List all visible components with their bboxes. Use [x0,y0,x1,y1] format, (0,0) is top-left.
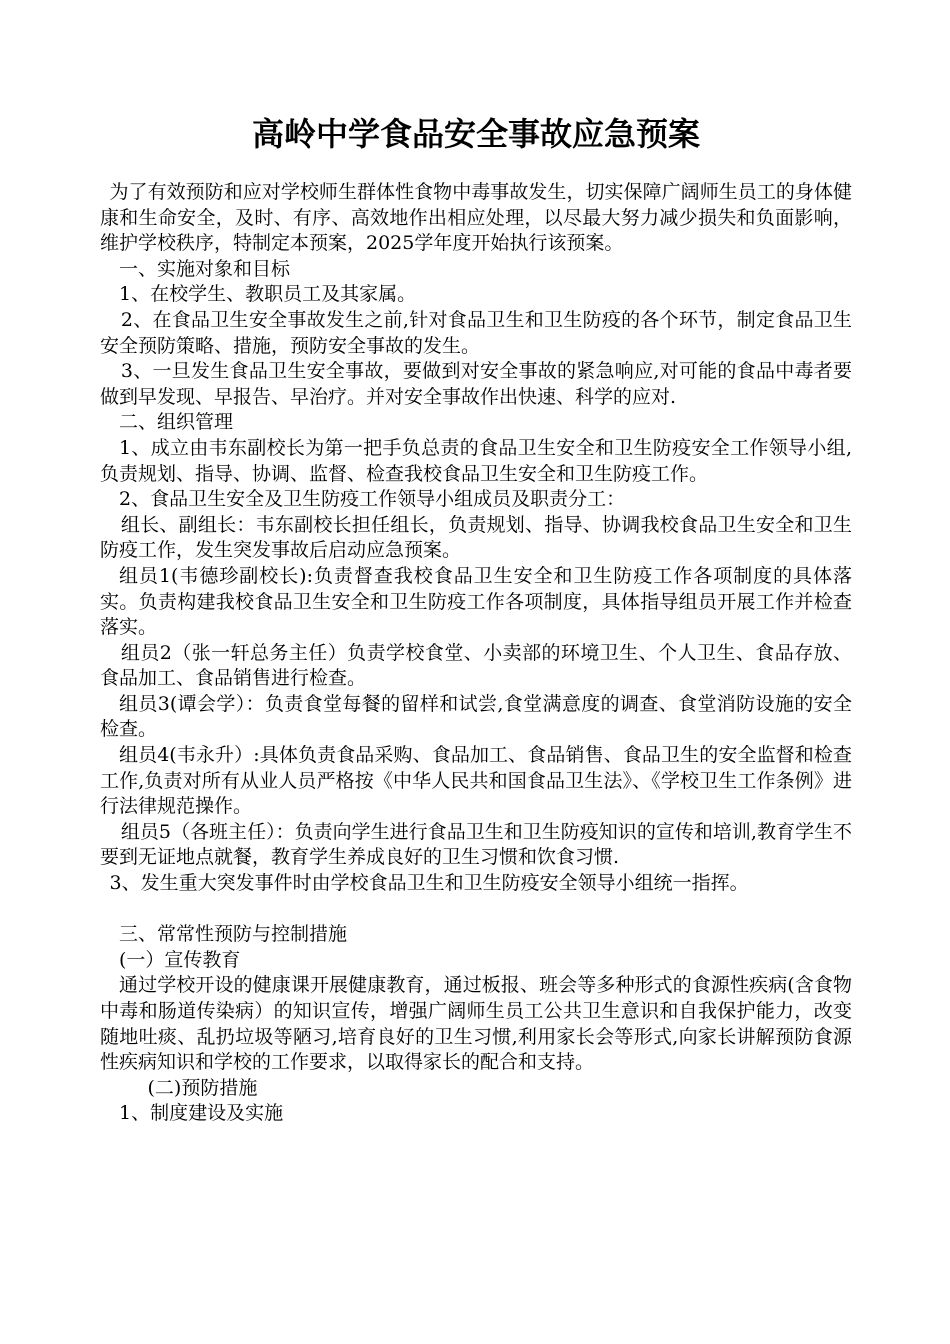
body-paragraph: 为了有效预防和应对学校师生群体性食物中毒事故发生，切实保障广阔师生员工的身体健康和生命安全，及时、有序、高效地作出相应处理，以尽最大努力减少损失和负面影响，维护学校秩序，特制定本预案，2025学年度开始执行该预案。 [100,181,852,255]
body-paragraph: 1、制度建设及实施 [119,1102,284,1125]
body-paragraph: 组员1(韦德珍副校长):负责督查我校食品卫生安全和卫生防疫工作各项制度的具体落实。负责构建我校食品卫生安全和卫生防疫工作各项制度，具体指导组员开展工作并检查落实。 [100,564,852,639]
body-paragraph: 3、发生重大突发事件时由学校食品卫生和卫生防疫安全领导小组统一指挥。 [109,872,749,895]
blank-line [100,897,852,923]
body-paragraph: 组员5（各班主任）：负责向学生进行食品卫生和卫生防疫知识的宣传和培训,教育学生不要到无证地点就餐，教育学生养成良好的卫生习惯和饮食习惯. [100,820,852,869]
body-paragraph: 1、在校学生、教职员工及其家属。 [119,283,417,306]
body-paragraph: (一）宣传教育 [119,948,241,971]
document-body [100,180,852,1127]
body-paragraph: 一、实施对象和目标 [119,257,291,280]
body-paragraph: 二、组织管理 [119,411,234,434]
document-page [100,112,852,1127]
body-paragraph: 通过学校开设的健康课开展健康教育，通过板报、班会等多种形式的食源性疾病(含食物中毒和肠道传染病）的知识宣传，增强广阔师生员工公共卫生意识和自我保护能力，改变随地吐痰、乱扔垃圾等陋习,培育良好的卫生习惯,利用家长会等形式,向家长讲解预防食源性疾病知识和学校的工作要求，以取得家长的配合和支持。 [100,974,852,1074]
body-paragraph: 3、一旦发生食品卫生安全事故，要做到对安全事故的紧急响应,对可能的食品中毒者要做到早发现、早报告、早治疗。并对安全事故作出快速、科学的应对. [100,360,852,408]
body-paragraph: 组员4(韦永升）:具体负责食品采购、食品加工、食品销售、食品卫生的安全监督和检查工作,负责对所有从业人员严格按《中华人民共和国食品卫生法》、《学校卫生工作条例》进行法律规范操作。 [100,744,852,818]
body-paragraph: 三、常常性预防与控制措施 [119,923,348,946]
document-title: 高岭中学食品安全事故应急预案 [251,115,700,153]
body-paragraph: 2、在食品卫生安全事故发生之前,针对食品卫生和卫生防疫的各个环节，制定食品卫生安全预防策略、措施，预防安全事故的发生。 [100,308,852,357]
body-paragraph: 组员3(谭会学）：负责食堂每餐的留样和试尝,食堂满意度的调查、食堂消防设施的安全检查。 [100,692,852,741]
body-paragraph: (二)预防措施 [147,1076,258,1099]
body-paragraph: 1、成立由韦东副校长为第一把手负总责的食品卫生安全和卫生防疫安全工作领导小组,负责规划、指导、协调、监督、检查我校食品卫生安全和卫生防疫工作。 [100,436,852,485]
body-paragraph: 组员2（张一轩总务主任）负责学校食堂、小卖部的环境卫生、个人卫生、食品存放、食品加工、食品销售进行检查。 [100,641,852,690]
body-paragraph: 组长、副组长：韦东副校长担任组长，负责规划、指导、协调我校食品卫生安全和卫生防疫工作，发生突发事故后启动应急预案。 [100,513,852,562]
body-paragraph: 2、食品卫生安全及卫生防疫工作领导小组成员及职责分工： [119,488,626,511]
